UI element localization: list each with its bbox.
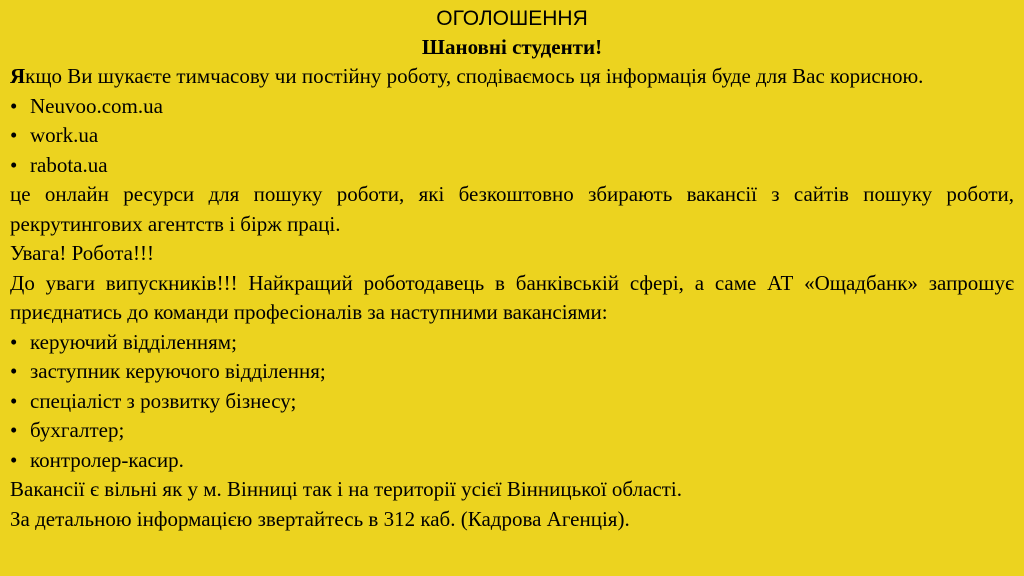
- vacancy-label: керуючий відділенням;: [30, 329, 237, 354]
- vacancies-list: [10, 328, 1014, 476]
- job-site-label: work.ua: [30, 123, 99, 147]
- bullet-icon: •: [10, 447, 18, 472]
- list-item: [10, 151, 1014, 181]
- intro-paragraph: [10, 62, 1014, 92]
- bullet-icon: •: [10, 388, 18, 413]
- list-item: [10, 387, 1014, 417]
- list-item: [10, 121, 1014, 151]
- list-item: [10, 92, 1014, 122]
- bullet-icon: •: [10, 329, 18, 354]
- list-item: [10, 416, 1014, 446]
- intro-first-letter: Я: [10, 64, 26, 88]
- bullet-icon: •: [10, 93, 18, 118]
- vacancy-label: спеціаліст з розвитку бізнесу;: [30, 388, 297, 413]
- list-item: [10, 357, 1014, 387]
- list-item: [10, 328, 1014, 358]
- page-title: ОГОЛОШЕННЯ: [436, 7, 588, 30]
- vacancy-label: контролер-касир.: [30, 447, 184, 472]
- graduates-paragraph: До уваги випускників!!! Найкращий роботодавець в банківській сфері, а саме АТ «Ощадбанк» запрошує приєднатись до команди професіоналів за наступними вакансіями:: [10, 270, 1014, 324]
- job-site-label: Neuvoo.com.ua: [30, 93, 163, 118]
- attention-line: Увага! Робота!!!: [10, 241, 154, 265]
- greeting-subtitle: Шановні студенти!: [421, 35, 603, 59]
- bullet-icon: •: [10, 123, 18, 147]
- contact-text: За детальною інформацією звертайтесь в 312 каб. (Кадрова Агенція).: [10, 506, 630, 531]
- job-site-label: rabota.ua: [30, 152, 108, 177]
- sites-description: це онлайн ресурси для пошуку роботи, які безкоштовно збирають вакансії з сайтів пошуку роботи, рекрутингових агентств і бірж праці.: [10, 182, 1014, 236]
- bullet-icon: •: [10, 152, 18, 177]
- job-sites-list: [10, 92, 1014, 181]
- bullet-icon: •: [10, 418, 18, 442]
- bullet-icon: •: [10, 359, 18, 383]
- vacancy-label: бухгалтер;: [30, 418, 125, 442]
- list-item: [10, 446, 1014, 476]
- vacancy-label: заступник керуючого відділення;: [30, 359, 326, 383]
- availability-text: Вакансії є вільні як у м. Вінниці так і на території усієї Вінницької області.: [10, 477, 682, 501]
- intro-text: кщо Ви шукаєте тимчасову чи постійну роботу, сподіваємось ця інформація буде для Вас корисною.: [25, 64, 924, 88]
